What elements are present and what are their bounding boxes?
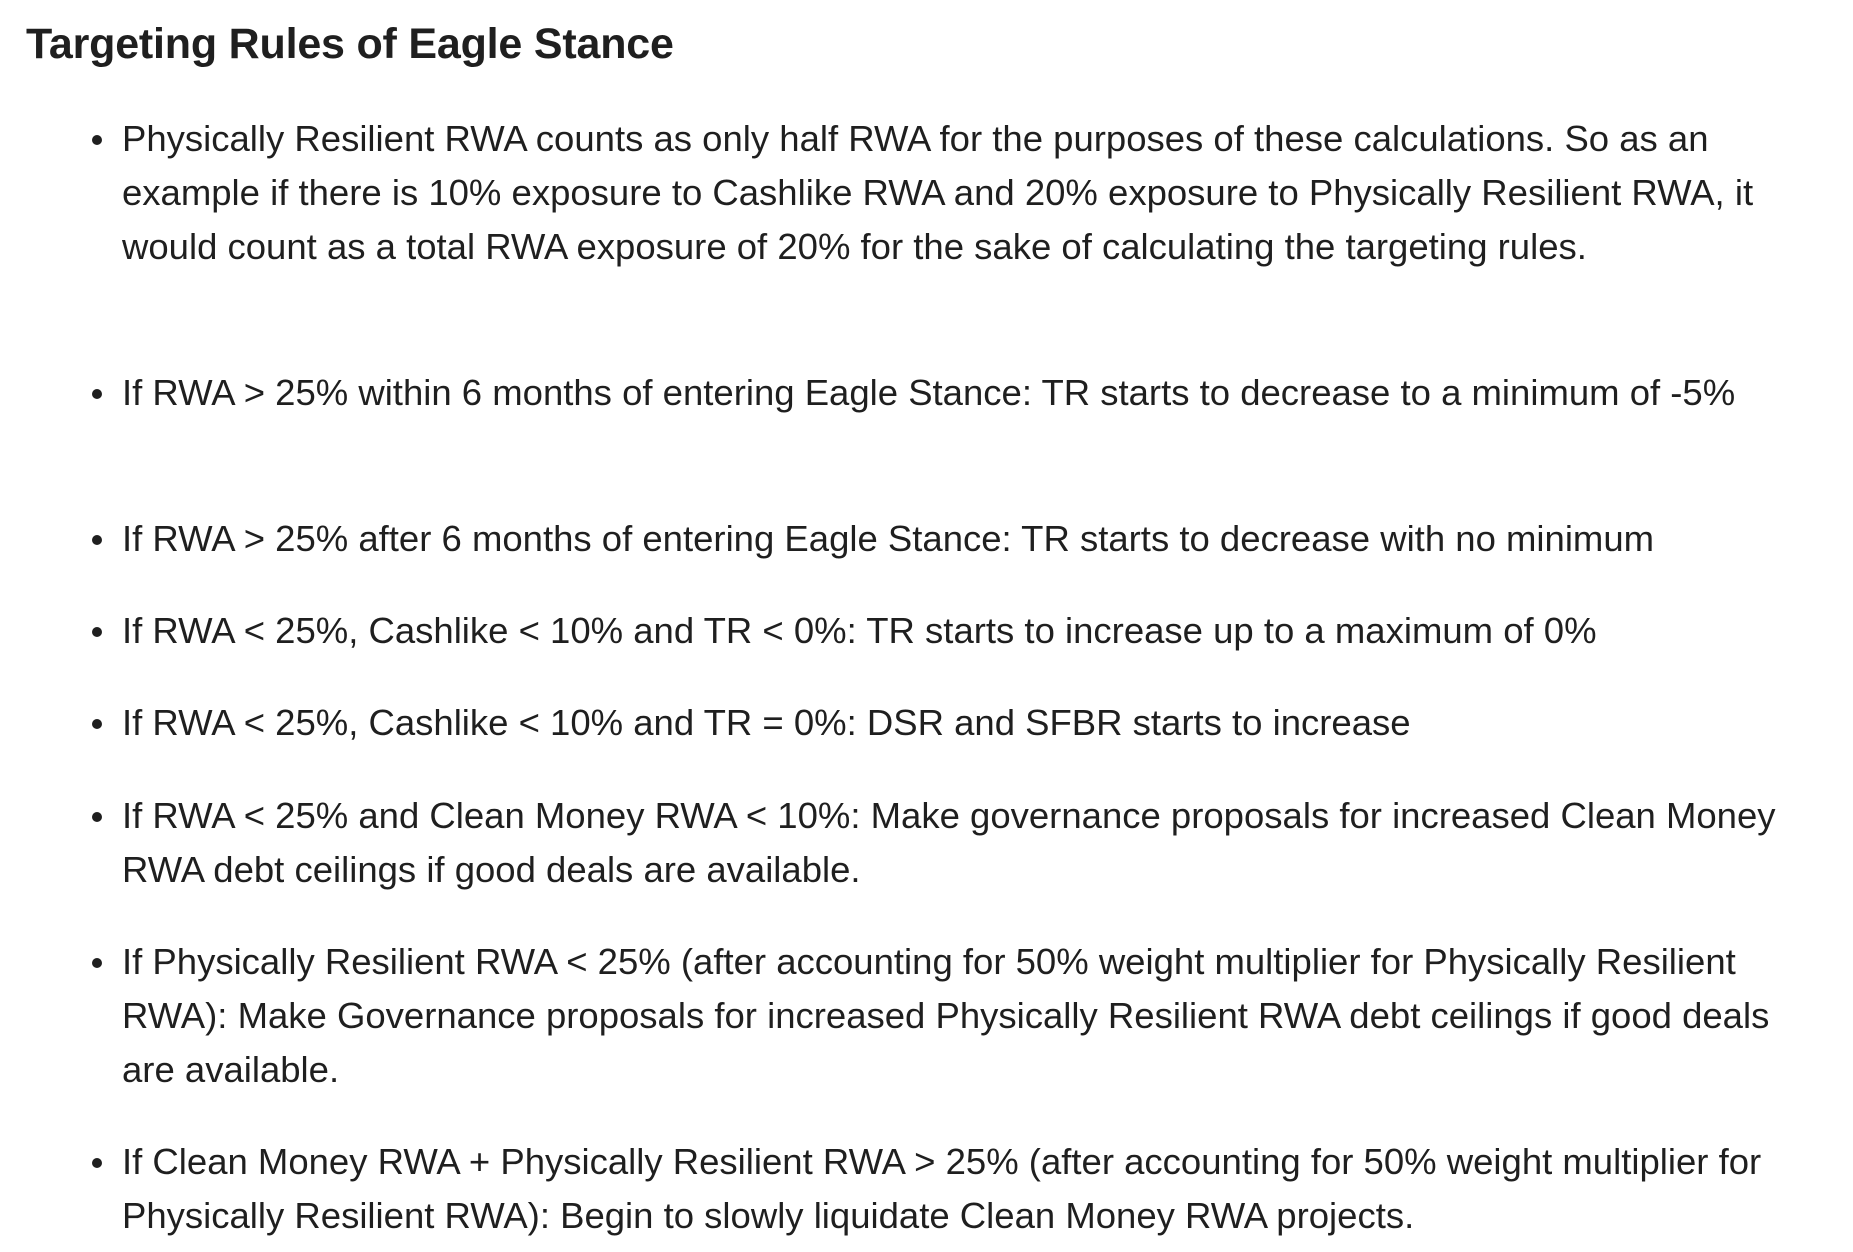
- bullet-icon: [92, 627, 102, 637]
- rule-text: If Physically Resilient RWA < 25% (after accounting for 50% weight multiplier for Physically Resilient RWA): Make Governance proposals for increased Physically Resilient RWA debt ceilings if good deals are available.: [122, 941, 1770, 1090]
- bullet-icon: [92, 958, 102, 968]
- list-item: [122, 112, 1832, 274]
- rule-text: If RWA < 25%, Cashlike < 10% and TR < 0%: TR starts to increase up to a maximum of 0%: [122, 610, 1597, 651]
- list-item: [122, 512, 1832, 566]
- bullet-icon: [92, 389, 102, 399]
- rule-text: If RWA < 25% and Clean Money RWA < 10%: Make governance proposals for increased Clean Money RWA debt ceilings if good deals are available.: [122, 795, 1776, 890]
- bullet-icon: [92, 812, 102, 822]
- list-item: [122, 789, 1832, 897]
- rule-text: If RWA < 25%, Cashlike < 10% and TR = 0%: DSR and SFBR starts to increase: [122, 702, 1411, 743]
- rule-text: Physically Resilient RWA counts as only half RWA for the purposes of these calculations. So as an example if there is 10% exposure to Cashlike RWA and 20% exposure to Physically Resilient RWA, it would count as a total RWA exposure of 20% for the sake of calculating the targeting rules.: [122, 118, 1754, 267]
- rule-text: If RWA > 25% after 6 months of entering Eagle Stance: TR starts to decrease with no minimum: [122, 518, 1655, 559]
- rule-text: If RWA > 25% within 6 months of entering Eagle Stance: TR starts to decrease to a minimum of -5%: [122, 372, 1736, 413]
- page-title: Targeting Rules of Eagle Stance: [26, 20, 674, 68]
- list-item: [122, 604, 1832, 658]
- bullet-icon: [92, 535, 102, 545]
- list-item: [122, 696, 1832, 750]
- rule-text: If Clean Money RWA + Physically Resilient RWA > 25% (after accounting for 50% weight multiplier for Physically Resilient RWA): Begin to slowly liquidate Clean Money RWA projects.: [122, 1141, 1762, 1236]
- list-item: [122, 935, 1832, 1097]
- bullet-icon: [92, 135, 102, 145]
- list-item: [122, 1135, 1832, 1243]
- bullet-icon: [92, 1158, 102, 1168]
- list-item: [122, 366, 1832, 420]
- bullet-icon: [92, 719, 102, 729]
